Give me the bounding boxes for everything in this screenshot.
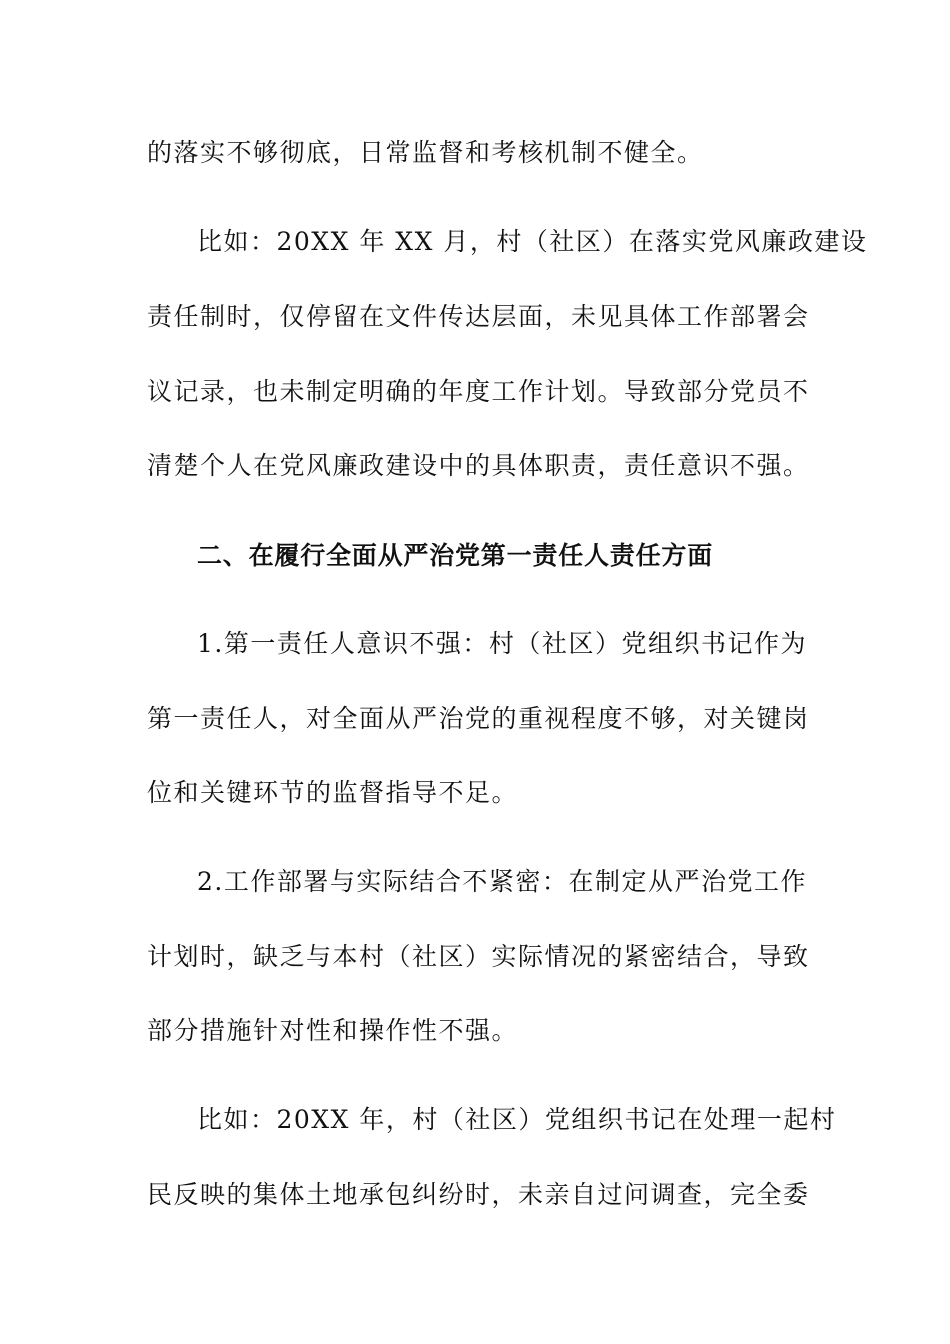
section-heading: 二、在履行全面从严治党第一责任人责任方面 <box>197 541 714 570</box>
paragraph-line: 第一责任人，对全面从严治党的重视程度不够，对关键岗 <box>147 704 810 733</box>
paragraph-line: 计划时，缺乏与本村（社区）实际情况的紧密结合，导致 <box>147 942 810 971</box>
paragraph-line: 比如：20XX 年 XX 月，村（社区）在落实党风廉政建设 <box>197 227 868 256</box>
paragraph-line: 1.第一责任人意识不强：村（社区）党组织书记作为 <box>197 629 807 658</box>
paragraph-line: 比如：20XX 年，村（社区）党组织书记在处理一起村 <box>197 1105 837 1134</box>
paragraph-line: 民反映的集体土地承包纠纷时，未亲自过问调查，完全委 <box>147 1180 810 1209</box>
paragraph-line: 的落实不够彻底，日常监督和考核机制不健全。 <box>147 138 704 167</box>
paragraph-line: 2.工作部署与实际结合不紧密：在制定从严治党工作 <box>197 867 807 896</box>
paragraph-line: 部分措施针对性和操作性不强。 <box>147 1016 519 1045</box>
paragraph-line: 位和关键环节的监督指导不足。 <box>147 778 519 807</box>
paragraph-line: 责任制时，仅停留在文件传达层面，未见具体工作部署会 <box>147 302 810 331</box>
paragraph-line: 清楚个人在党风廉政建设中的具体职责，责任意识不强。 <box>147 451 810 480</box>
paragraph-line: 议记录，也未制定明确的年度工作计划。导致部分党员不 <box>147 377 810 406</box>
